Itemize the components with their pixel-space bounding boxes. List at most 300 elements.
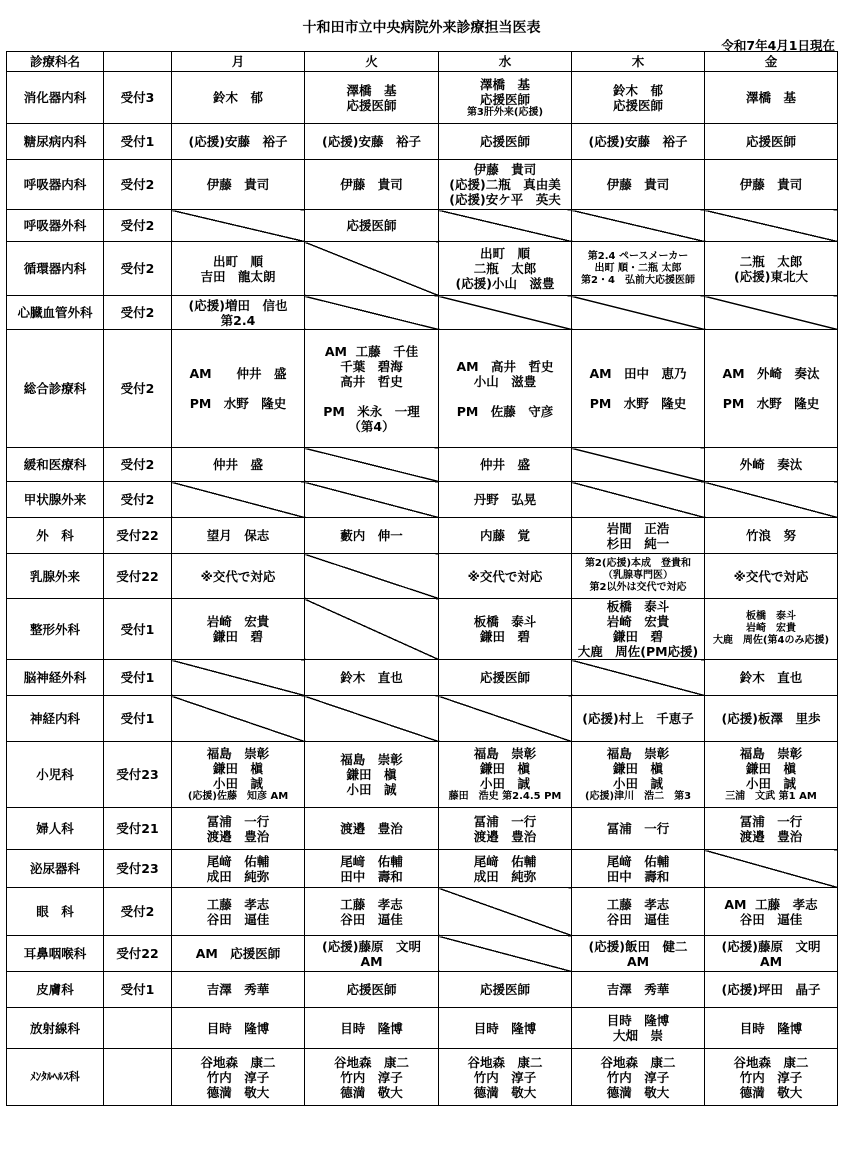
doctor-cell-fri — [705, 72, 838, 124]
doctor-line: 鈴木 郁 — [212, 90, 263, 105]
doctor-line: 冨浦 一行 — [739, 813, 803, 829]
table-row — [7, 210, 838, 242]
doctor-cell-thu — [572, 808, 705, 850]
doctor-line: 工藤 孝志 — [340, 896, 403, 912]
doctor-cell-thu — [572, 696, 705, 742]
doctor-line: 德満 敬大 — [739, 1084, 803, 1100]
doctor-line: AM 田中 恵乃 — [589, 366, 687, 381]
doctor-cell-tue — [305, 1049, 439, 1106]
doctor-cell-mon — [172, 808, 305, 850]
no-clinic-cell-thu — [572, 210, 705, 242]
doctor-line: 谷地森 康二 — [467, 1054, 543, 1070]
doctor-line: 大鹿 周佐(PM応援) — [577, 644, 699, 659]
doctor-line: 成田 純弥 — [206, 868, 270, 884]
doctor-cell-thu — [572, 888, 705, 936]
doctor-line: 德満 敬大 — [606, 1084, 670, 1100]
dept-name: 外 科 — [7, 518, 104, 554]
doctor-cell-mon — [172, 599, 305, 660]
dept-name: 乳腺外来 — [7, 554, 104, 599]
doctor-line: 尾﨑 佑輔 — [206, 853, 270, 869]
reception-desk: 受付2 — [104, 482, 172, 518]
dept-name: 呼吸器外科 — [7, 210, 104, 242]
table-row — [7, 160, 838, 210]
doctor-line: (応援)津川 浩二 第3 — [584, 791, 692, 802]
doctor-line: 応援医師 — [479, 670, 530, 685]
doctor-cell-fri — [705, 888, 838, 936]
doctor-line: 吉澤 秀華 — [206, 982, 270, 997]
doctor-cell-wed — [439, 1049, 572, 1106]
doctor-cell-fri — [705, 554, 838, 599]
no-clinic-cell-thu — [572, 660, 705, 696]
doctor-cell-tue — [305, 1008, 439, 1049]
doctor-cell-fri — [705, 660, 838, 696]
doctor-cell-fri — [705, 160, 838, 210]
doctor-line: 大鹿 周佐(第4のみ応援) — [712, 635, 830, 646]
reception-desk: 受付22 — [104, 936, 172, 972]
doctor-cell-fri — [705, 936, 838, 972]
no-clinic-cell-mon — [172, 660, 305, 696]
doctor-line: 鈴木 直也 — [739, 670, 803, 685]
dept-name: 総合診療科 — [7, 330, 104, 448]
table-row — [7, 554, 838, 599]
doctor-line: 応援医師 — [745, 134, 796, 149]
doctor-line: 谷田 逼佳 — [206, 911, 270, 927]
doctor-cell-tue — [305, 330, 439, 448]
no-clinic-cell-mon — [172, 210, 305, 242]
reception-desk: 受付1 — [104, 696, 172, 742]
doctor-line: 谷田 逼佳 — [340, 911, 403, 927]
doctor-line: 小田 誠 — [479, 776, 530, 791]
doctor-line: 吉澤 秀華 — [606, 982, 670, 997]
doctor-line: 冨浦 一行 — [206, 813, 270, 829]
reception-desk: 受付1 — [104, 124, 172, 160]
doctor-line: 福島 崇彰 — [739, 746, 803, 761]
table-row — [7, 124, 838, 160]
doctor-cell-fri — [705, 972, 838, 1008]
doctor-line: 鎌田 槇 — [745, 761, 796, 776]
doctor-line: 渡邉 豊治 — [739, 828, 803, 844]
reception-desk — [104, 1049, 172, 1106]
doctor-line: 谷田 逼佳 — [739, 911, 803, 927]
table-row — [7, 808, 838, 850]
doctor-line: 伊藤 貴司 — [606, 177, 670, 192]
doctor-line — [572, 381, 704, 396]
doctor-cell-tue — [305, 936, 439, 972]
table-row — [7, 1049, 838, 1106]
doctor-line: AM — [759, 953, 783, 969]
header-thu: 木 — [572, 52, 705, 72]
doctor-line: 小田 誠 — [612, 776, 663, 791]
table-row — [7, 936, 838, 972]
no-clinic-cell-fri — [705, 482, 838, 518]
doctor-line: 杉田 純一 — [606, 535, 670, 551]
doctor-line: 福島 崇彰 — [340, 752, 403, 767]
doctor-line: 鎌田 碧 — [479, 629, 530, 644]
no-clinic-cell-wed — [439, 888, 572, 936]
table-row — [7, 850, 838, 888]
reception-desk: 受付21 — [104, 808, 172, 850]
doctor-cell-tue — [305, 850, 439, 888]
dept-name: 糖尿病内科 — [7, 124, 104, 160]
table-row — [7, 1008, 838, 1049]
table-row — [7, 296, 838, 330]
header-row — [7, 52, 838, 72]
doctor-line: 谷地森 康二 — [600, 1054, 676, 1070]
doctor-cell-wed — [439, 972, 572, 1008]
doctor-line: 鎌田 槇 — [612, 761, 663, 776]
reception-desk: 受付1 — [104, 599, 172, 660]
doctor-cell-wed — [439, 242, 572, 296]
doctor-line: 応援医師 — [346, 97, 397, 113]
no-clinic-cell-wed — [439, 210, 572, 242]
doctor-line: 竹浪 努 — [745, 528, 796, 543]
doctor-cell-fri — [705, 1049, 838, 1106]
header-fri: 金 — [705, 52, 838, 72]
doctor-line: 第3肝外来(応援) — [466, 106, 544, 118]
doctor-line: (応援)藤原 文明 — [721, 938, 821, 954]
doctor-cell-thu — [572, 330, 705, 448]
doctor-cell-wed — [439, 1008, 572, 1049]
doctor-cell-fri — [705, 124, 838, 160]
doctor-cell-fri — [705, 518, 838, 554]
doctor-cell-tue — [305, 808, 439, 850]
doctor-line: 小田 誠 — [212, 776, 263, 791]
doctor-line: PM 水野 隆史 — [589, 396, 687, 411]
no-clinic-cell-wed — [439, 936, 572, 972]
no-clinic-cell-fri — [705, 210, 838, 242]
dept-name: 整形外科 — [7, 599, 104, 660]
doctor-line: (応援)安ケ平 英夫 — [449, 192, 561, 207]
dept-name: 消化器内科 — [7, 72, 104, 124]
doctor-cell-wed — [439, 330, 572, 448]
reception-desk: 受付23 — [104, 742, 172, 808]
doctor-line: AM 工藤 孝志 — [724, 896, 818, 912]
table-row — [7, 242, 838, 296]
reception-desk: 受付2 — [104, 242, 172, 296]
doctor-line: 第2以外は交代で対応 — [589, 582, 687, 593]
doctor-line: 丹野 弘晃 — [473, 492, 537, 507]
doctor-line: 竹内 淳子 — [606, 1069, 670, 1085]
dept-name: 小児科 — [7, 742, 104, 808]
doctor-cell-wed — [439, 482, 572, 518]
doctor-cell-thu — [572, 1049, 705, 1106]
no-clinic-cell-mon — [172, 482, 305, 518]
doctor-cell-fri — [705, 696, 838, 742]
doctor-cell-tue — [305, 124, 439, 160]
doctor-line: 鈴木 郁 — [612, 82, 663, 98]
doctor-line — [305, 389, 438, 404]
doctor-cell-tue — [305, 72, 439, 124]
doctor-line: 目時 隆博 — [606, 1013, 670, 1028]
doctor-line — [439, 389, 571, 404]
doctor-line: AM 外崎 奏汰 — [722, 366, 820, 381]
doctor-cell-fri — [705, 808, 838, 850]
doctor-cell-mon — [172, 850, 305, 888]
dept-name: 眼 科 — [7, 888, 104, 936]
doctor-line: 鎌田 碧 — [212, 629, 263, 644]
reception-desk: 受付23 — [104, 850, 172, 888]
doctor-line: ※交代で対応 — [467, 568, 543, 584]
reception-desk: 受付3 — [104, 72, 172, 124]
doctor-cell-mon — [172, 554, 305, 599]
doctor-line: 伊藤 貴司 — [206, 177, 270, 192]
doctor-line — [172, 381, 304, 396]
doctor-cell-mon — [172, 72, 305, 124]
doctor-line: 岩崎 宏貴 — [606, 614, 670, 629]
doctor-line: 谷地森 康二 — [200, 1054, 276, 1070]
dept-name: 心臓血管外科 — [7, 296, 104, 330]
doctor-line: 伊藤 貴司 — [739, 177, 803, 192]
dept-name: 循環器内科 — [7, 242, 104, 296]
doctor-cell-mon — [172, 330, 305, 448]
dept-name: 神経内科 — [7, 696, 104, 742]
as-of-date: 令和7年4月1日現在 — [721, 38, 835, 53]
doctor-line: 渡邉 豊治 — [206, 828, 270, 844]
doctor-cell-tue — [305, 742, 439, 808]
doctor-line: 内藤 覚 — [479, 528, 530, 543]
no-clinic-cell-wed — [439, 696, 572, 742]
doctor-line: (応援)安藤 裕子 — [188, 134, 288, 149]
doctor-cell-wed — [439, 599, 572, 660]
doctor-cell-fri — [705, 1008, 838, 1049]
doctor-line: 工藤 孝志 — [206, 896, 270, 912]
doctor-line: (応援)安藤 裕子 — [588, 134, 688, 149]
doctor-cell-tue — [305, 160, 439, 210]
doctor-line: 德満 敬大 — [340, 1084, 403, 1100]
doctor-cell-wed — [439, 742, 572, 808]
header-reception — [104, 52, 172, 72]
doctor-line: 二瓶 太郎 — [473, 261, 537, 276]
doctor-line: 目時 隆博 — [206, 1020, 270, 1036]
doctor-line: 冨浦 一行 — [473, 813, 537, 829]
doctor-line: 竹内 淳子 — [473, 1069, 537, 1085]
doctor-line: 尾﨑 佑輔 — [473, 853, 537, 869]
doctor-cell-mon — [172, 936, 305, 972]
doctor-line: AM 仲井 盛 — [189, 366, 287, 381]
no-clinic-cell-tue — [305, 482, 439, 518]
doctor-cell-mon — [172, 1008, 305, 1049]
reception-desk: 受付2 — [104, 210, 172, 242]
table-row — [7, 742, 838, 808]
table-row — [7, 660, 838, 696]
doctor-cell-thu — [572, 936, 705, 972]
no-clinic-cell-fri — [705, 296, 838, 330]
doctor-line: 応援医師 — [346, 218, 397, 233]
doctor-line: 目時 隆博 — [473, 1020, 537, 1036]
doctor-line: 三浦 文武 第1 AM — [725, 791, 817, 802]
doctor-cell-thu — [572, 1008, 705, 1049]
doctor-cell-mon — [172, 448, 305, 482]
doctor-line: (応援)板澤 里歩 — [721, 711, 821, 726]
doctor-line: 谷地森 康二 — [333, 1054, 409, 1070]
header-mon: 月 — [172, 52, 305, 72]
doctor-line: 出町 順 — [479, 246, 530, 261]
doctor-cell-thu — [572, 518, 705, 554]
doctor-cell-thu — [572, 972, 705, 1008]
doctor-line: 工藤 孝志 — [606, 896, 670, 912]
doctor-cell-tue — [305, 888, 439, 936]
table-row — [7, 696, 838, 742]
doctor-line: 田中 壽和 — [606, 868, 670, 884]
dept-name: 婦人科 — [7, 808, 104, 850]
doctor-cell-fri — [705, 448, 838, 482]
doctor-line: 德満 敬大 — [206, 1084, 270, 1100]
schedule-table — [6, 51, 838, 1106]
doctor-cell-tue — [305, 518, 439, 554]
header-tue: 火 — [305, 52, 439, 72]
table-row — [7, 599, 838, 660]
no-clinic-cell-thu — [572, 296, 705, 330]
doctor-line: 竹内 淳子 — [206, 1069, 270, 1085]
doctor-cell-wed — [439, 72, 572, 124]
doctor-line: 岩崎 宏貴 — [746, 623, 796, 634]
reception-desk: 受付2 — [104, 330, 172, 448]
doctor-line: 吉田 龍太朗 — [200, 268, 276, 284]
dept-name: ﾒﾝﾀﾙﾍﾙｽ科 — [7, 1049, 104, 1106]
doctor-line: ※交代で対応 — [200, 568, 276, 584]
doctor-cell-fri — [705, 599, 838, 660]
doctor-line: 小田 誠 — [745, 776, 796, 791]
doctor-line: 藪内 伸一 — [340, 528, 403, 543]
doctor-line: 谷地森 康二 — [733, 1054, 809, 1070]
doctor-line: 板橋 泰斗 — [473, 614, 537, 629]
reception-desk: 受付1 — [104, 660, 172, 696]
dept-name: 脳神経外科 — [7, 660, 104, 696]
doctor-line: 竹内 淳子 — [340, 1069, 403, 1085]
doctor-cell-wed — [439, 554, 572, 599]
doctor-cell-thu — [572, 124, 705, 160]
no-clinic-cell-fri — [705, 850, 838, 888]
reception-desk: 受付22 — [104, 518, 172, 554]
table-row — [7, 330, 838, 448]
doctor-line: AM 応援医師 — [195, 946, 281, 961]
doctor-cell-tue — [305, 972, 439, 1008]
doctor-line: 福島 崇彰 — [206, 746, 270, 761]
doctor-line: 小田 誠 — [346, 782, 397, 797]
doctor-line: 大畑 崇 — [612, 1028, 663, 1043]
doctor-line: PM 佐藤 守彦 — [456, 403, 554, 419]
no-clinic-cell-tue — [305, 242, 439, 296]
doctor-line: 伊藤 貴司 — [473, 162, 537, 177]
doctor-cell-mon — [172, 124, 305, 160]
doctor-line: (応援)東北大 — [734, 268, 808, 284]
doctor-cell-wed — [439, 518, 572, 554]
doctor-line: 德満 敬大 — [473, 1084, 537, 1100]
no-clinic-cell-wed — [439, 296, 572, 330]
doctor-line: 竹内 淳子 — [739, 1069, 803, 1085]
doctor-line: 澤橋 基 — [479, 76, 530, 92]
doctor-line: (応援)村上 千恵子 — [582, 711, 694, 726]
doctor-line: 鎌田 槇 — [479, 761, 530, 776]
doctor-line: 仲井 盛 — [479, 457, 530, 472]
doctor-line: 応援医師 — [479, 982, 530, 997]
doctor-line: AM 工藤 千佳 — [324, 343, 419, 359]
doctor-line: 藤田 浩史 第2.4.5 PM — [448, 791, 562, 802]
doctor-line: 第2(応援)本成 登貴和 — [584, 558, 692, 569]
doctor-cell-thu — [572, 554, 705, 599]
doctor-line: 澤橋 基 — [346, 82, 397, 98]
doctor-line: AM — [360, 953, 383, 969]
reception-desk: 受付22 — [104, 554, 172, 599]
doctor-line: 応援医師 — [479, 91, 530, 107]
doctor-line: 成田 純弥 — [473, 868, 537, 884]
table-row — [7, 448, 838, 482]
doctor-line: 岩間 正浩 — [606, 520, 670, 536]
doctor-line: 外崎 奏汰 — [739, 457, 803, 472]
doctor-line: (応援)安藤 裕子 — [322, 134, 421, 149]
doctor-line: PM 水野 隆史 — [189, 396, 287, 411]
dept-name: 甲状腺外来 — [7, 482, 104, 518]
no-clinic-cell-tue — [305, 296, 439, 330]
no-clinic-cell-tue — [305, 599, 439, 660]
doctor-line: 目時 隆博 — [340, 1020, 403, 1036]
doctor-line: 田中 壽和 — [340, 868, 403, 884]
doctor-line: 出町 順・二瓶 太郎 — [594, 262, 682, 274]
doctor-line: 鈴木 直也 — [340, 670, 403, 685]
doctor-line: 岩崎 宏貴 — [206, 614, 270, 629]
doctor-cell-tue — [305, 210, 439, 242]
doctor-line: 渡邉 豊治 — [340, 821, 403, 836]
header-wed: 水 — [439, 52, 572, 72]
doctor-cell-thu — [572, 742, 705, 808]
reception-desk: 受付2 — [104, 448, 172, 482]
dept-name: 緩和医療科 — [7, 448, 104, 482]
no-clinic-cell-tue — [305, 448, 439, 482]
doctor-line: (応援)飯田 健二 — [588, 938, 688, 954]
doctor-line — [705, 381, 837, 396]
dept-name: 呼吸器内科 — [7, 160, 104, 210]
doctor-line: 伊藤 貴司 — [340, 177, 403, 192]
doctor-cell-tue — [305, 660, 439, 696]
doctor-line: 二瓶 太郎 — [739, 253, 803, 269]
table-row — [7, 888, 838, 936]
table-row — [7, 972, 838, 1008]
doctor-cell-thu — [572, 242, 705, 296]
no-clinic-cell-tue — [305, 554, 439, 599]
doctor-line: （第4） — [348, 418, 395, 434]
doctor-line: PM 水野 隆史 — [722, 396, 820, 411]
reception-desk: 受付2 — [104, 296, 172, 330]
doctor-line: 板橋 泰斗 — [606, 599, 670, 614]
doctor-cell-mon — [172, 518, 305, 554]
doctor-line: 応援医師 — [612, 97, 663, 113]
doctor-line: 第2.4 ペースメーカー — [587, 250, 689, 262]
doctor-cell-fri — [705, 330, 838, 448]
reception-desk: 受付2 — [104, 160, 172, 210]
no-clinic-cell-mon — [172, 696, 305, 742]
doctor-cell-thu — [572, 160, 705, 210]
doctor-cell-mon — [172, 160, 305, 210]
doctor-cell-wed — [439, 660, 572, 696]
table-row — [7, 518, 838, 554]
doctor-line: PM 米永 一理 — [323, 403, 420, 419]
doctor-line: 第2.4 — [220, 312, 256, 328]
doctor-cell-wed — [439, 448, 572, 482]
doctor-line: 尾﨑 佑輔 — [606, 853, 670, 869]
doctor-cell-fri — [705, 742, 838, 808]
doctor-cell-mon — [172, 296, 305, 330]
doctor-cell-wed — [439, 850, 572, 888]
doctor-cell-thu — [572, 850, 705, 888]
doctor-line: 尾﨑 佑輔 — [340, 853, 403, 869]
no-clinic-cell-thu — [572, 448, 705, 482]
doctor-line: AM — [626, 953, 650, 969]
reception-desk — [104, 1008, 172, 1049]
doctor-cell-fri — [705, 242, 838, 296]
no-clinic-cell-tue — [305, 696, 439, 742]
doctor-line: AM 高井 哲史 — [456, 358, 554, 374]
doctor-line: （乳腺専門医） — [603, 570, 673, 581]
